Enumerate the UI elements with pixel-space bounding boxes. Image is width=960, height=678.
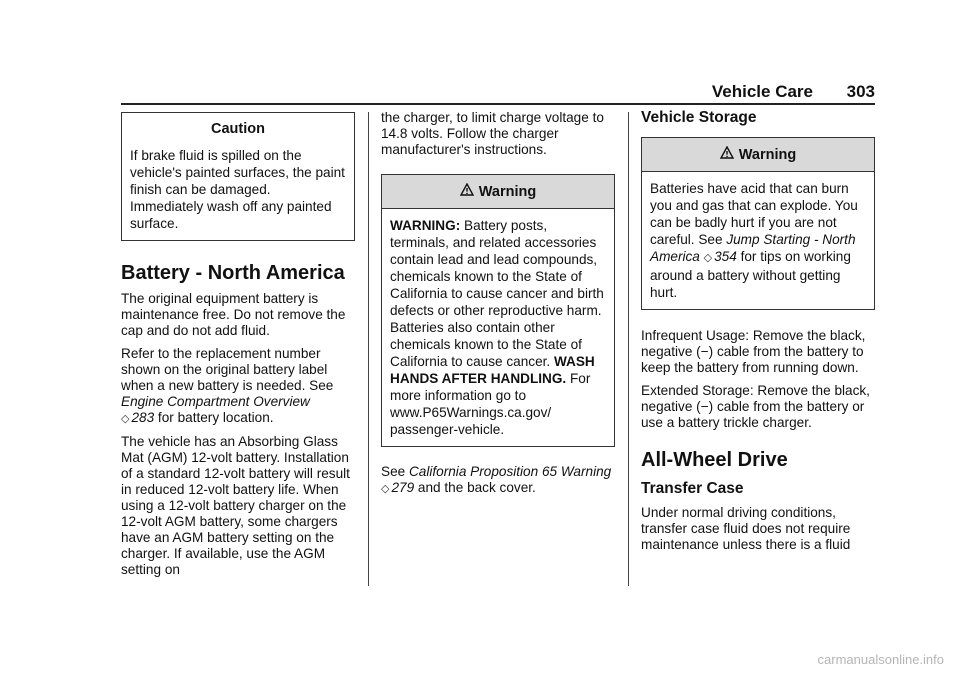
header-rule: [121, 103, 875, 105]
see-tail: and the back cover.: [414, 480, 536, 495]
section-title: Vehicle Care: [711, 82, 813, 101]
see-prefix: See: [381, 464, 409, 479]
column-2: [381, 112, 615, 497]
warning-body: [642, 172, 874, 309]
battery-paragraph-1: The original equipment battery is maintenance free. Do not remove the cap and do not add fluid.: [121, 291, 346, 338]
transfer-case-paragraph: Under normal driving conditions, transfer case fluid does not require maintenance unless there is a fluid: [641, 505, 851, 552]
warning-box-acid: [641, 137, 875, 310]
warning-bold-2: WASH HANDS AFTER HANDLING.: [390, 354, 595, 386]
column-divider: [628, 112, 629, 586]
warning-title-text: Warning: [478, 184, 537, 200]
warning-title: [382, 175, 614, 209]
page-number: 303: [846, 82, 875, 101]
caution-title: Caution: [211, 121, 265, 137]
engine-compartment-link[interactable]: Engine Compartment Overview: [121, 394, 310, 409]
column-divider: [368, 112, 369, 586]
battery-paragraph-2: [121, 346, 355, 427]
column-1: [121, 112, 355, 578]
paragraph-tail: for battery location.: [154, 410, 274, 425]
warning-title: [642, 138, 874, 172]
watermark: carmanualsonline.info: [817, 652, 944, 667]
page-ref-icon: ◇: [703, 252, 713, 264]
warning-lead: WARNING:: [390, 218, 461, 233]
page-ref-283[interactable]: 283: [131, 410, 155, 425]
warning-icon: [720, 146, 734, 160]
page-ref-icon: ◇: [381, 483, 390, 495]
warning-text-1: Battery posts, terminals, and related accessories contain lead and lead compounds, chemicals known to the State of California to cause cancer and birth defects or other reproductive harm. Batteries also contain other chemicals known to the State of California to cause cancer.: [390, 218, 604, 369]
see-proposition-paragraph: [381, 464, 615, 497]
extended-storage-paragraph: Extended Storage: Remove the black, negative (−) cable from the battery or use a battery trickle charger.: [641, 383, 870, 430]
warning-box-prop65: [381, 174, 615, 447]
page-ref-icon: ◇: [121, 413, 130, 425]
warning-title-text: Warning: [738, 147, 797, 163]
infrequent-usage-paragraph: Infrequent Usage: Remove the black, negative (−) cable from the battery to keep the battery from running down.: [641, 328, 866, 375]
page-header: [121, 80, 875, 102]
caution-box: [121, 112, 355, 241]
proposition-65-link[interactable]: California Proposition 65 Warning: [408, 464, 612, 479]
caution-body: If brake fluid is spilled on the vehicle's painted surfaces, the paint finish can be damaged. Immediately wash off any painted surface.: [130, 148, 345, 231]
warning-body: [382, 209, 614, 446]
warning-text: Batteries have acid that can burn you and gas that can explode. You can be badly hurt if you are not careful. See: [650, 181, 858, 247]
transfer-case-heading: Transfer Case: [641, 480, 744, 497]
charger-paragraph: the charger, to limit charge voltage to 14.8 volts. Follow the charger manufacturer's instructions.: [381, 110, 604, 157]
column-3: [641, 109, 875, 553]
page-ref-279[interactable]: 279: [391, 480, 415, 495]
warning-tail: for tips on working around a battery without getting hurt.: [650, 249, 851, 300]
paragraph-text: Refer to the replacement number shown on the original battery label when a new battery is needed. See: [121, 346, 334, 393]
battery-heading: Battery - North America: [121, 262, 345, 284]
warning-text-2: For more information go to www.P65Warnings.ca.gov/ passenger-vehicle.: [390, 371, 591, 437]
page-ref-354[interactable]: 354: [714, 249, 737, 264]
jump-starting-link[interactable]: Jump Starting - North America: [650, 232, 856, 264]
battery-paragraph-3: The vehicle has an Absorbing Glass Mat (AGM) 12-volt battery. Installation of a standard 12-volt battery will result in reduced 12-volt battery life. When using a 12-volt battery charger on the 12-volt AGM battery, some chargers have an AGM battery setting on the charger. If available, use the AGM setting on: [121, 434, 350, 577]
vehicle-storage-heading: Vehicle Storage: [641, 109, 757, 126]
awd-heading: All-Wheel Drive: [641, 449, 788, 471]
warning-icon: [460, 183, 474, 197]
